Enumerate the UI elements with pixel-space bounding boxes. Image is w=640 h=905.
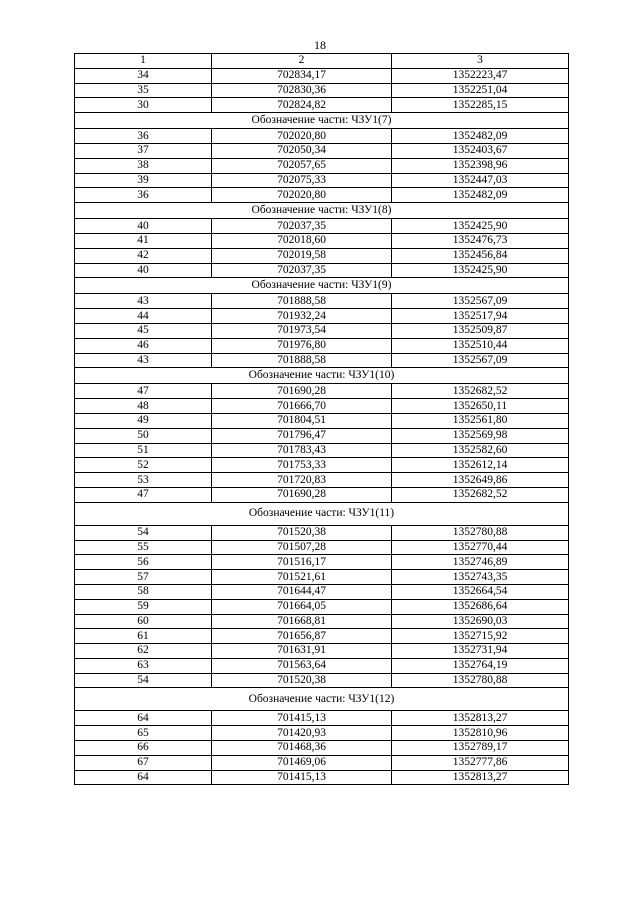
y-coordinate-cell: 1352285,15 bbox=[392, 98, 569, 113]
table-row bbox=[75, 487, 569, 502]
x-coordinate-cell: 701516,17 bbox=[212, 555, 392, 570]
point-number-cell: 37 bbox=[75, 143, 212, 158]
point-number-cell: 53 bbox=[75, 473, 212, 488]
y-coordinate-cell: 1352582,60 bbox=[392, 443, 569, 458]
table-row bbox=[75, 458, 569, 473]
y-coordinate-cell: 1352223,47 bbox=[392, 68, 569, 83]
y-coordinate-cell: 1352664,54 bbox=[392, 584, 569, 599]
y-coordinate-cell: 1352810,96 bbox=[392, 726, 569, 741]
x-coordinate-cell: 701720,83 bbox=[212, 473, 392, 488]
table-row bbox=[75, 143, 569, 158]
section-header-row bbox=[75, 688, 569, 711]
x-coordinate-cell: 701563,64 bbox=[212, 658, 392, 673]
table-row bbox=[75, 294, 569, 309]
section-header-row bbox=[75, 502, 569, 525]
x-coordinate-cell: 701690,28 bbox=[212, 384, 392, 399]
point-number-cell: 40 bbox=[75, 219, 212, 234]
point-number-cell: 66 bbox=[75, 741, 212, 756]
x-coordinate-cell: 702824,82 bbox=[212, 98, 392, 113]
point-number-cell: 43 bbox=[75, 294, 212, 309]
table-row bbox=[75, 540, 569, 555]
table-row bbox=[75, 338, 569, 353]
table-row bbox=[75, 570, 569, 585]
x-coordinate-cell: 701666,70 bbox=[212, 399, 392, 414]
table-row bbox=[75, 219, 569, 234]
point-number-cell: 62 bbox=[75, 644, 212, 659]
table-body bbox=[75, 68, 569, 785]
x-coordinate-cell: 701668,81 bbox=[212, 614, 392, 629]
point-number-cell: 54 bbox=[75, 673, 212, 688]
x-coordinate-cell: 701888,58 bbox=[212, 353, 392, 368]
table-row bbox=[75, 173, 569, 188]
point-number-cell: 35 bbox=[75, 83, 212, 98]
x-coordinate-cell: 701804,51 bbox=[212, 413, 392, 428]
y-coordinate-cell: 1352561,80 bbox=[392, 413, 569, 428]
point-number-cell: 43 bbox=[75, 353, 212, 368]
x-coordinate-cell: 701507,28 bbox=[212, 540, 392, 555]
header-col-2: 2 bbox=[212, 54, 392, 69]
y-coordinate-cell: 1352567,09 bbox=[392, 353, 569, 368]
x-coordinate-cell: 701888,58 bbox=[212, 294, 392, 309]
table-row bbox=[75, 83, 569, 98]
x-coordinate-cell: 701520,38 bbox=[212, 525, 392, 540]
x-coordinate-cell: 701664,05 bbox=[212, 599, 392, 614]
x-coordinate-cell: 701468,36 bbox=[212, 741, 392, 756]
x-coordinate-cell: 701644,47 bbox=[212, 584, 392, 599]
header-col-3: 3 bbox=[392, 54, 569, 69]
x-coordinate-cell: 702050,34 bbox=[212, 143, 392, 158]
point-number-cell: 38 bbox=[75, 158, 212, 173]
y-coordinate-cell: 1352682,52 bbox=[392, 384, 569, 399]
x-coordinate-cell: 701973,54 bbox=[212, 323, 392, 338]
table-row bbox=[75, 614, 569, 629]
y-coordinate-cell: 1352517,94 bbox=[392, 309, 569, 324]
y-coordinate-cell: 1352813,27 bbox=[392, 711, 569, 726]
point-number-cell: 42 bbox=[75, 248, 212, 263]
table-row bbox=[75, 129, 569, 144]
section-label: Обозначение части: ЧЗУ1(12) bbox=[75, 688, 569, 711]
x-coordinate-cell: 702020,80 bbox=[212, 188, 392, 203]
header-row bbox=[75, 54, 569, 69]
point-number-cell: 36 bbox=[75, 188, 212, 203]
table-row bbox=[75, 473, 569, 488]
point-number-cell: 36 bbox=[75, 129, 212, 144]
table-row bbox=[75, 629, 569, 644]
point-number-cell: 49 bbox=[75, 413, 212, 428]
y-coordinate-cell: 1352425,90 bbox=[392, 219, 569, 234]
y-coordinate-cell: 1352403,67 bbox=[392, 143, 569, 158]
x-coordinate-cell: 701753,33 bbox=[212, 458, 392, 473]
table-row bbox=[75, 599, 569, 614]
y-coordinate-cell: 1352682,52 bbox=[392, 487, 569, 502]
x-coordinate-cell: 702019,58 bbox=[212, 248, 392, 263]
x-coordinate-cell: 702020,80 bbox=[212, 129, 392, 144]
x-coordinate-cell: 701656,87 bbox=[212, 629, 392, 644]
table-row bbox=[75, 644, 569, 659]
section-label: Обозначение части: ЧЗУ1(11) bbox=[75, 502, 569, 525]
y-coordinate-cell: 1352715,92 bbox=[392, 629, 569, 644]
x-coordinate-cell: 702834,17 bbox=[212, 68, 392, 83]
x-coordinate-cell: 701469,06 bbox=[212, 755, 392, 770]
y-coordinate-cell: 1352686,64 bbox=[392, 599, 569, 614]
x-coordinate-cell: 701932,24 bbox=[212, 309, 392, 324]
table-row bbox=[75, 413, 569, 428]
point-number-cell: 52 bbox=[75, 458, 212, 473]
point-number-cell: 51 bbox=[75, 443, 212, 458]
coordinates-table bbox=[74, 53, 569, 785]
table-row bbox=[75, 555, 569, 570]
section-label: Обозначение части: ЧЗУ1(7) bbox=[75, 113, 569, 129]
y-coordinate-cell: 1352650,11 bbox=[392, 399, 569, 414]
x-coordinate-cell: 701976,80 bbox=[212, 338, 392, 353]
y-coordinate-cell: 1352569,98 bbox=[392, 428, 569, 443]
x-coordinate-cell: 702037,35 bbox=[212, 219, 392, 234]
point-number-cell: 44 bbox=[75, 309, 212, 324]
table-row bbox=[75, 248, 569, 263]
section-label: Обозначение части: ЧЗУ1(9) bbox=[75, 278, 569, 294]
point-number-cell: 54 bbox=[75, 525, 212, 540]
header-col-1: 1 bbox=[75, 54, 212, 69]
point-number-cell: 57 bbox=[75, 570, 212, 585]
table-row bbox=[75, 309, 569, 324]
y-coordinate-cell: 1352746,89 bbox=[392, 555, 569, 570]
point-number-cell: 47 bbox=[75, 487, 212, 502]
table-row bbox=[75, 68, 569, 83]
section-label: Обозначение части: ЧЗУ1(10) bbox=[75, 368, 569, 384]
point-number-cell: 67 bbox=[75, 755, 212, 770]
point-number-cell: 59 bbox=[75, 599, 212, 614]
point-number-cell: 58 bbox=[75, 584, 212, 599]
x-coordinate-cell: 702830,36 bbox=[212, 83, 392, 98]
point-number-cell: 56 bbox=[75, 555, 212, 570]
y-coordinate-cell: 1352509,87 bbox=[392, 323, 569, 338]
y-coordinate-cell: 1352510,44 bbox=[392, 338, 569, 353]
y-coordinate-cell: 1352780,88 bbox=[392, 673, 569, 688]
point-number-cell: 48 bbox=[75, 399, 212, 414]
y-coordinate-cell: 1352447,03 bbox=[392, 173, 569, 188]
table-row bbox=[75, 726, 569, 741]
y-coordinate-cell: 1352425,90 bbox=[392, 263, 569, 278]
table-row bbox=[75, 584, 569, 599]
table-row bbox=[75, 741, 569, 756]
point-number-cell: 41 bbox=[75, 233, 212, 248]
section-header-row bbox=[75, 113, 569, 129]
point-number-cell: 34 bbox=[75, 68, 212, 83]
x-coordinate-cell: 702057,65 bbox=[212, 158, 392, 173]
x-coordinate-cell: 701521,61 bbox=[212, 570, 392, 585]
point-number-cell: 55 bbox=[75, 540, 212, 555]
y-coordinate-cell: 1352690,03 bbox=[392, 614, 569, 629]
x-coordinate-cell: 701415,13 bbox=[212, 770, 392, 785]
point-number-cell: 50 bbox=[75, 428, 212, 443]
y-coordinate-cell: 1352780,88 bbox=[392, 525, 569, 540]
table-row bbox=[75, 399, 569, 414]
x-coordinate-cell: 701783,43 bbox=[212, 443, 392, 458]
table-row bbox=[75, 770, 569, 785]
point-number-cell: 46 bbox=[75, 338, 212, 353]
point-number-cell: 47 bbox=[75, 384, 212, 399]
section-label: Обозначение части: ЧЗУ1(8) bbox=[75, 203, 569, 219]
point-number-cell: 63 bbox=[75, 658, 212, 673]
table-row bbox=[75, 98, 569, 113]
x-coordinate-cell: 701631,91 bbox=[212, 644, 392, 659]
y-coordinate-cell: 1352456,84 bbox=[392, 248, 569, 263]
table-row bbox=[75, 525, 569, 540]
y-coordinate-cell: 1352777,86 bbox=[392, 755, 569, 770]
section-header-row bbox=[75, 278, 569, 294]
table-row bbox=[75, 443, 569, 458]
y-coordinate-cell: 1352813,27 bbox=[392, 770, 569, 785]
y-coordinate-cell: 1352770,44 bbox=[392, 540, 569, 555]
table-row bbox=[75, 353, 569, 368]
table-row bbox=[75, 384, 569, 399]
y-coordinate-cell: 1352398,96 bbox=[392, 158, 569, 173]
y-coordinate-cell: 1352649,86 bbox=[392, 473, 569, 488]
y-coordinate-cell: 1352731,94 bbox=[392, 644, 569, 659]
x-coordinate-cell: 701415,13 bbox=[212, 711, 392, 726]
y-coordinate-cell: 1352476,73 bbox=[392, 233, 569, 248]
table-row bbox=[75, 755, 569, 770]
point-number-cell: 39 bbox=[75, 173, 212, 188]
table-row bbox=[75, 233, 569, 248]
x-coordinate-cell: 702018,60 bbox=[212, 233, 392, 248]
page-number: 18 bbox=[314, 38, 326, 52]
x-coordinate-cell: 702075,33 bbox=[212, 173, 392, 188]
x-coordinate-cell: 701520,38 bbox=[212, 673, 392, 688]
x-coordinate-cell: 702037,35 bbox=[212, 263, 392, 278]
y-coordinate-cell: 1352789,17 bbox=[392, 741, 569, 756]
point-number-cell: 64 bbox=[75, 770, 212, 785]
y-coordinate-cell: 1352251,04 bbox=[392, 83, 569, 98]
table-row bbox=[75, 323, 569, 338]
table-row bbox=[75, 158, 569, 173]
point-number-cell: 30 bbox=[75, 98, 212, 113]
point-number-cell: 64 bbox=[75, 711, 212, 726]
y-coordinate-cell: 1352764,19 bbox=[392, 658, 569, 673]
table-row bbox=[75, 658, 569, 673]
y-coordinate-cell: 1352567,09 bbox=[392, 294, 569, 309]
table-row bbox=[75, 711, 569, 726]
y-coordinate-cell: 1352743,35 bbox=[392, 570, 569, 585]
table-row bbox=[75, 673, 569, 688]
section-header-row bbox=[75, 368, 569, 384]
y-coordinate-cell: 1352482,09 bbox=[392, 129, 569, 144]
y-coordinate-cell: 1352612,14 bbox=[392, 458, 569, 473]
table-row bbox=[75, 428, 569, 443]
point-number-cell: 61 bbox=[75, 629, 212, 644]
x-coordinate-cell: 701420,93 bbox=[212, 726, 392, 741]
point-number-cell: 45 bbox=[75, 323, 212, 338]
section-header-row bbox=[75, 203, 569, 219]
point-number-cell: 40 bbox=[75, 263, 212, 278]
table-row bbox=[75, 188, 569, 203]
x-coordinate-cell: 701690,28 bbox=[212, 487, 392, 502]
y-coordinate-cell: 1352482,09 bbox=[392, 188, 569, 203]
table-row bbox=[75, 263, 569, 278]
x-coordinate-cell: 701796,47 bbox=[212, 428, 392, 443]
point-number-cell: 65 bbox=[75, 726, 212, 741]
point-number-cell: 60 bbox=[75, 614, 212, 629]
